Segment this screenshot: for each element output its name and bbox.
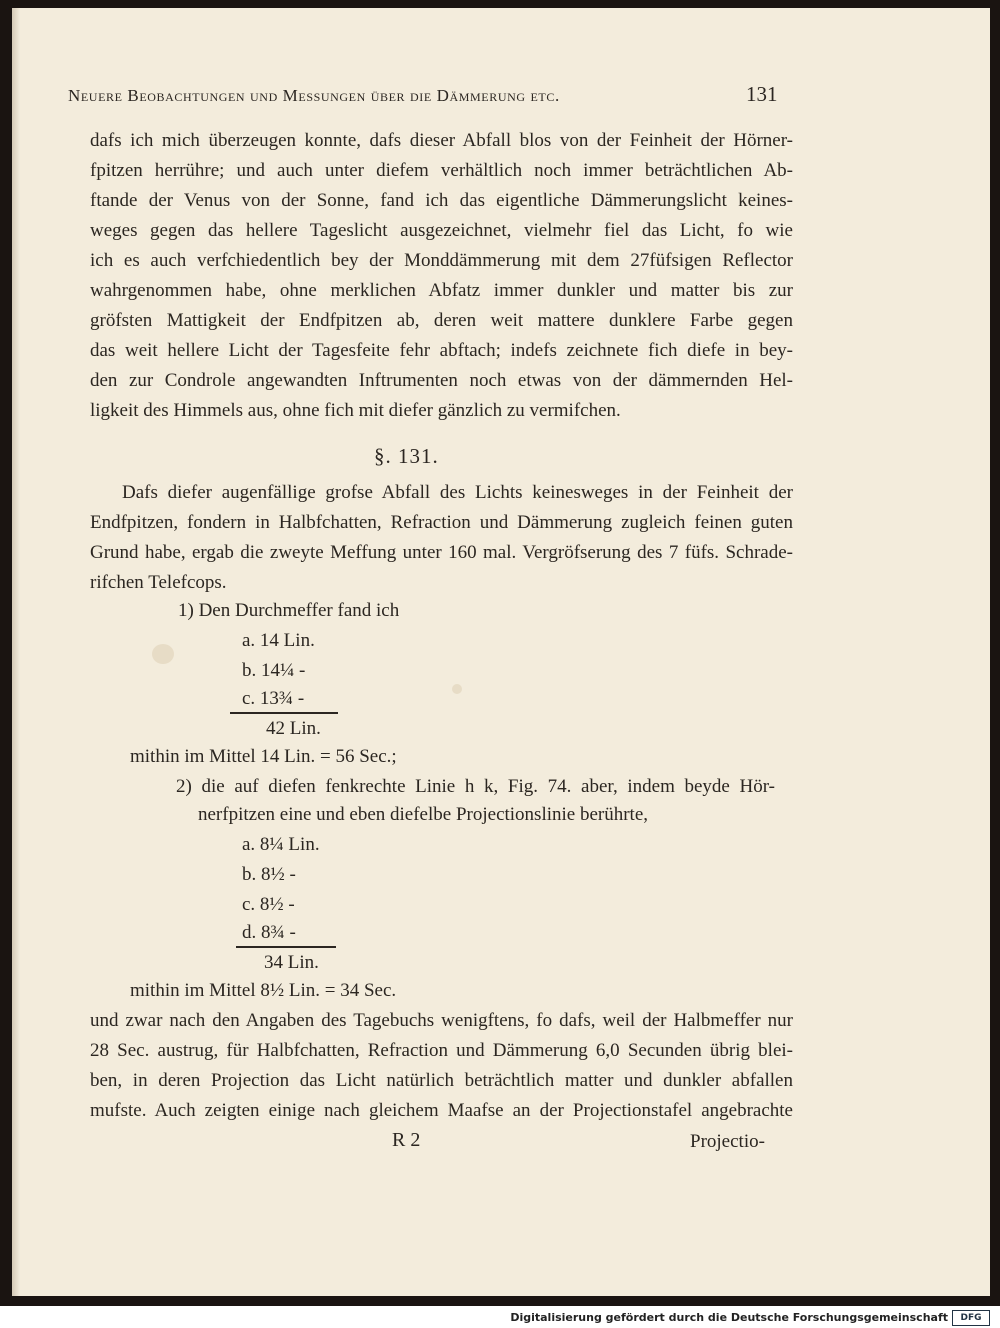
measurement-result: mithin im Mittel 14 Lin. = 56 Sec.; [130,746,397,767]
text-line: ligkeit des Himmels aus, ohne fich mit diefer gänzlich zu vermifchen. [90,400,621,421]
text-line: weges gegen das hellere Tageslicht ausgezeichnet, vielmehr fiel das Licht, fo wie [90,220,793,241]
measurement-intro: 1) Den Durchmeffer fand ich [178,600,400,621]
measurement-sum: 34 Lin. [264,952,319,973]
text-line: das weit hellere Licht der Tagesfeite fehr abftach; indefs zeichnete fich diefe in bey- [90,340,793,361]
text-line: ftande der Venus von der Sonne, fand ich das eigentliche Dämmerungslicht keines- [90,190,793,211]
digitization-credit: Digitalisierung gefördert durch die Deutsche Forschungsgemeinschaft [510,1311,948,1324]
measurement-item: c. 8½ - [242,894,295,915]
page-number: 131 [746,82,778,106]
text-line: fpitzen herrühre; und auch unter diefem verhältlich noch immer beträchtlichen Ab- [90,160,793,181]
text-line: Grund habe, ergab die zweyte Meffung unter 160 mal. Vergröfserung des 7 füfs. Schrade- [90,542,793,563]
measurement-item: b. 8½ - [242,864,296,885]
text-line: den zur Condrole angewandten Inftrumenten noch etwas von der dämmernden Hel- [90,370,793,391]
text-line: 28 Sec. austrug, für Halbfchatten, Refraction und Dämmerung 6,0 Secunden übrig blei- [90,1040,793,1061]
paper-stain [152,644,174,664]
text-line: gröfsten Mattigkeit der Endfpitzen ab, deren weit mattere dunklere Farbe gegen [90,310,793,331]
measurement-intro: 2) die auf diefen fenkrechte Linie h k, Fig. 74. aber, indem beyde Hör- [176,776,775,797]
text-line: mufste. Auch zeigten einige nach gleichem Maafse an der Projectionstafel angebrachte [90,1100,793,1121]
section-heading: §. 131. [374,444,439,468]
measurement-item: d. 8¾ - [242,922,296,943]
text-line: wahrgenommen habe, ohne merklichen Abfatz immer dunkler und matter bis zur [90,280,793,301]
measurement-item: a. 14 Lin. [242,630,315,651]
measurement-item: b. 14¼ - [242,660,306,681]
text-line: Endfpitzen, fondern in Halbfchatten, Refraction und Dämmerung zugleich feinen guten [90,512,793,533]
text-line: Dafs diefer augenfällige grofse Abfall des Lichts keinesweges in der Feinheit der [122,482,793,503]
measurement-intro: nerfpitzen eine und eben diefelbe Projectionslinie berührte, [198,804,649,825]
measurement-item: a. 8¼ Lin. [242,834,320,855]
book-page [12,8,990,1296]
measurement-item: c. 13¾ - [242,688,305,709]
text-line: rifchen Telefcops. [90,572,227,593]
paper-stain [452,684,462,694]
signature-mark: R 2 [392,1129,421,1151]
measurement-sum: 42 Lin. [266,718,321,739]
measurement-result: mithin im Mittel 8½ Lin. = 34 Sec. [130,980,397,1001]
text-line: ben, in deren Projection das Licht natürlich beträchtlich matter und dunkler abfallen [90,1070,793,1091]
running-title: Neuere Beobachtungen und Messungen über die Dämmerung etc. [68,86,560,105]
text-line: und zwar nach den Angaben des Tagebuchs wenigftens, fo dafs, weil der Halbmeffer nur [90,1010,793,1031]
text-line: dafs ich mich überzeugen konnte, dafs dieser Abfall blos von der Feinheit der Hörner- [90,130,793,151]
text-line: ich es auch verfchiedentlich bey der Monddämmerung mit dem 27füfsigen Reflector [90,250,793,271]
dfg-logo: DFG [952,1310,990,1326]
catchword: Projectio- [690,1131,765,1152]
